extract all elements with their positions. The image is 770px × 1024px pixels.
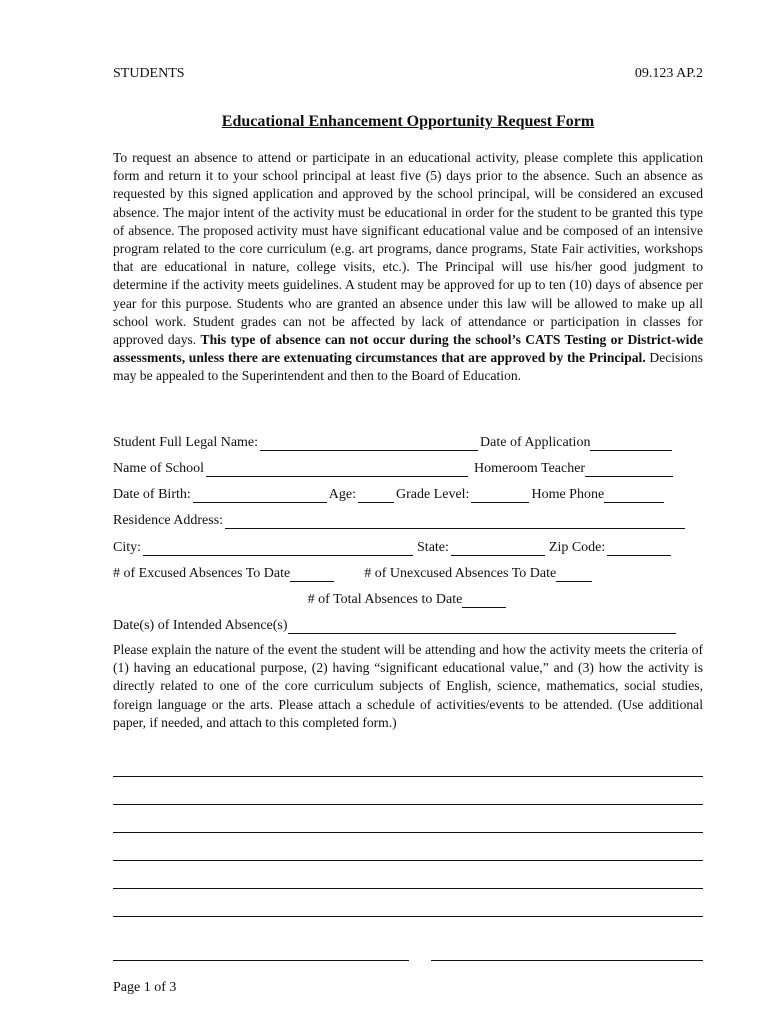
zip-label: Zip Code:	[548, 540, 606, 555]
residence-address-field[interactable]	[225, 514, 685, 529]
grade-level-field[interactable]	[471, 488, 529, 503]
explain-answer-line-5[interactable]	[113, 888, 703, 889]
intended-absence-field[interactable]	[288, 619, 676, 634]
explain-paragraph: Please explain the nature of the event the student will be attending and how the activity meets the criteria of (1) having an educational purpose, (2) having “significant educational value,” and (3) how the activity is directly related to one of the core curriculum subjects of English, science, mathematics, social studies, foreign language or the arts. Please attach a schedule of activities/events to be attended. (Use additional paper, if needed, and attach to this completed form.)	[113, 642, 703, 730]
state-field[interactable]	[451, 541, 545, 556]
city-field[interactable]	[143, 541, 413, 556]
explain-answer-line-4[interactable]	[113, 860, 703, 861]
row-school-teacher	[113, 457, 703, 477]
residence-address-label: Residence Address:	[113, 513, 224, 528]
state-label: State:	[417, 540, 449, 555]
dob-label: Date of Birth:	[113, 487, 191, 502]
signature-line-right[interactable]	[431, 960, 703, 961]
explain-answer-line-6[interactable]	[113, 916, 703, 917]
school-name-label: Name of School	[113, 461, 204, 476]
zip-field[interactable]	[607, 541, 671, 556]
explain-answer-line-2[interactable]	[113, 804, 703, 805]
excused-field[interactable]	[290, 567, 334, 582]
explain-answer-line-3[interactable]	[113, 832, 703, 833]
age-field[interactable]	[358, 488, 394, 503]
home-phone-field[interactable]	[604, 488, 664, 503]
grade-level-label: Grade Level:	[395, 487, 470, 502]
date-of-application-field[interactable]	[590, 436, 672, 451]
intro-paragraph	[113, 149, 703, 386]
home-phone-label: Home Phone	[531, 487, 605, 502]
intro-tail-text: Decisions may be appealed to the Superintendent and then to the Board of Education.	[113, 350, 703, 384]
row-absences	[113, 562, 703, 582]
excused-label: # of Excused Absences To Date	[113, 566, 291, 581]
date-of-application-label: Date of Application	[480, 435, 591, 450]
age-label: Age:	[328, 487, 356, 502]
homeroom-teacher-field[interactable]	[585, 462, 673, 477]
student-name-field[interactable]	[260, 436, 478, 451]
row-address	[113, 509, 703, 529]
header-section: STUDENTS	[113, 66, 185, 81]
total-absences-field[interactable]	[462, 593, 506, 608]
row-city-state-zip	[113, 536, 703, 556]
header-code: 09.123 AP.2	[634, 66, 703, 81]
dob-field[interactable]	[193, 488, 327, 503]
unexcused-field[interactable]	[556, 567, 592, 582]
row-intended-absence	[113, 614, 703, 634]
intro-bold-text: This type of absence can not occur during the school’s CATS Testing or District-wide assessments, unless there are extenuating circumstances that are approved by the Principal.	[113, 332, 703, 366]
signature-line-left[interactable]	[113, 960, 409, 961]
explain-answer-line-1[interactable]	[113, 776, 703, 777]
city-label: City:	[113, 540, 142, 555]
form-title: Educational Enhancement Opportunity Request Form	[221, 113, 595, 130]
intro-text: To request an absence to attend or participate in an educational activity, please complete this application form and return it to your school principal at least five (5) days prior to the absence. Such an absence as requested by this signed application and approved by the school principal, will be considered an excused absence. The major intent of the activity must be educational in order for the student to be granted this type of absence. The proposed activity must have significant educational value and be composed of an intensive program related to the core curriculum (e.g. art programs, dance programs, State Fair activities, workshops that are educational in nature, college visits, etc.). The Principal will use his/her good judgment to determine if the activity meets guidelines. A student may be approved for up to ten (10) days of absence per year for this purpose. Students who are granted an absence under this law will be allowed to make up all school work. Student grades can not be affected by lack of attendance or participation in classes for approved days.	[113, 150, 703, 348]
school-name-field[interactable]	[206, 462, 468, 477]
intended-absence-label: Date(s) of Intended Absence(s)	[113, 618, 288, 633]
unexcused-label: # of Unexcused Absences To Date	[364, 566, 557, 581]
row-dob-age-grade-phone	[113, 483, 703, 503]
row-total-absences	[113, 588, 703, 608]
page-number: Page 1 of 3	[113, 980, 177, 995]
student-name-label: Student Full Legal Name:	[113, 435, 259, 450]
total-absences-label: # of Total Absences to Date	[307, 592, 463, 607]
homeroom-teacher-label: Homeroom Teacher	[473, 461, 586, 476]
row-name-application	[113, 431, 703, 451]
